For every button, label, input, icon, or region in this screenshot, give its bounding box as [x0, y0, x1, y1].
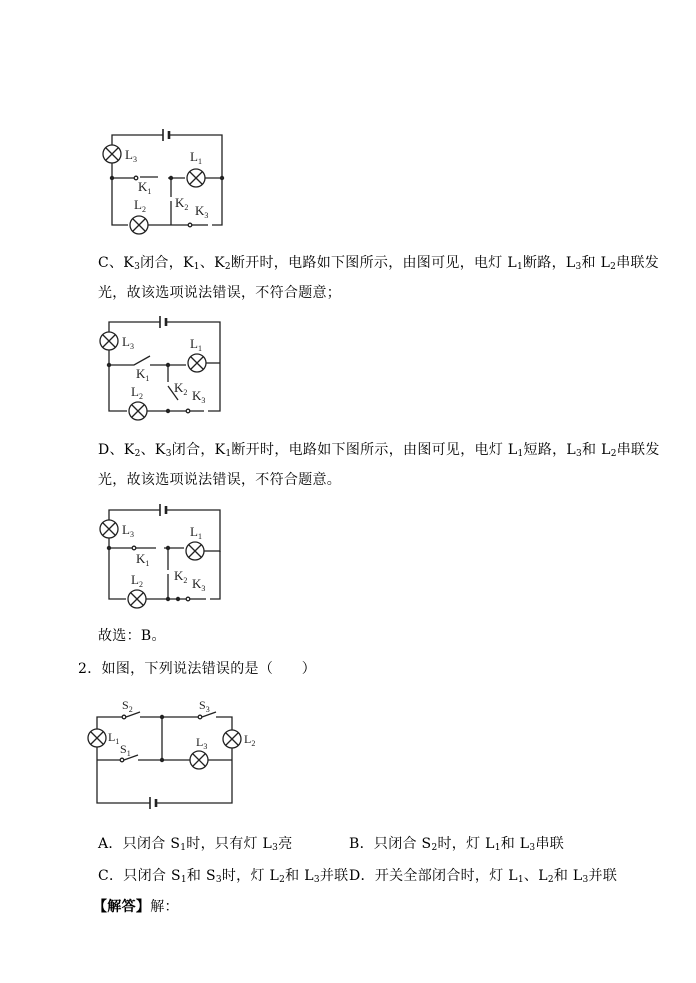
circuit-figure-2 [98, 312, 233, 417]
option-c-line-1: C、$K_3$闭合，$K_1$、$K_2$断开时，电路如下图所示，由图可见，电灯 $L_1$断路，$L_3$和 $L_2$串联发 [98, 255, 660, 272]
label-l3: $L_3$ [125, 147, 137, 164]
label-l2: $L_2$ [131, 572, 143, 589]
label-k1: $K_1$ [138, 179, 152, 196]
label-l1: $L_1$ [190, 524, 202, 541]
option-c-line-2: 光，故该选项说法错误，不符合题意； [98, 285, 342, 301]
label-s2: $S_2$ [122, 698, 133, 714]
label-k1: $K_1$ [136, 366, 150, 383]
label-l2: $L_2$ [131, 384, 143, 401]
label-l3: $L_3$ [122, 522, 134, 539]
answer-line: 故选：B。 [98, 628, 166, 644]
solution-tag: 【解答】 [93, 899, 151, 915]
circuit-figure-4 [84, 695, 254, 811]
circuit-figure-1 [98, 125, 233, 230]
choice-a: A．只闭合 $S_1$时，只有灯 $L_3$亮 [98, 836, 293, 853]
label-l1: $L_1$ [108, 730, 120, 746]
choice-c: C．只闭合 $S_1$和 $S_3$时，灯 $L_2$和 $L_3$并联 [98, 868, 349, 885]
label-k2: $K_2$ [175, 195, 189, 212]
label-k3: $K_3$ [195, 203, 209, 220]
label-s3: $S_3$ [199, 698, 210, 714]
choice-b: B．只闭合 $S_2$时，灯 $L_1$和 $L_3$串联 [349, 836, 565, 853]
option-d-line-2: 光，故该选项说法错误，不符合题意。 [98, 472, 342, 488]
label-k2: $K_2$ [174, 568, 188, 585]
circuit-figure-3 [98, 500, 233, 608]
option-d-line-1: D、$K_2$、$K_3$闭合，$K_1$断开时，电路如下图所示，由图可见，电灯 $L_1$短路，$L_3$和 $L_2$串联发 [98, 442, 660, 459]
question-2-stem: 2．如图，下列说法错误的是（ ） [78, 661, 317, 677]
label-k1: $K_1$ [136, 551, 150, 568]
label-l2: $L_2$ [134, 197, 146, 214]
label-k2: $K_2$ [174, 380, 188, 397]
label-k3: $K_3$ [192, 576, 206, 593]
label-l2: $L_2$ [244, 732, 256, 748]
label-k3: $K_3$ [192, 388, 206, 405]
label-l1: $L_1$ [190, 149, 202, 166]
label-s1: $S_1$ [120, 742, 131, 758]
question-number: 2． [78, 661, 102, 677]
label-l1: $L_1$ [190, 336, 202, 353]
label-l3: $L_3$ [122, 334, 134, 351]
solution-heading: 【解答】解： [93, 899, 179, 915]
label-l3: $L_3$ [196, 735, 208, 751]
choice-d: D．开关全部闭合时，灯 $L_1$、$L_2$和 $L_3$并联 [349, 868, 618, 885]
